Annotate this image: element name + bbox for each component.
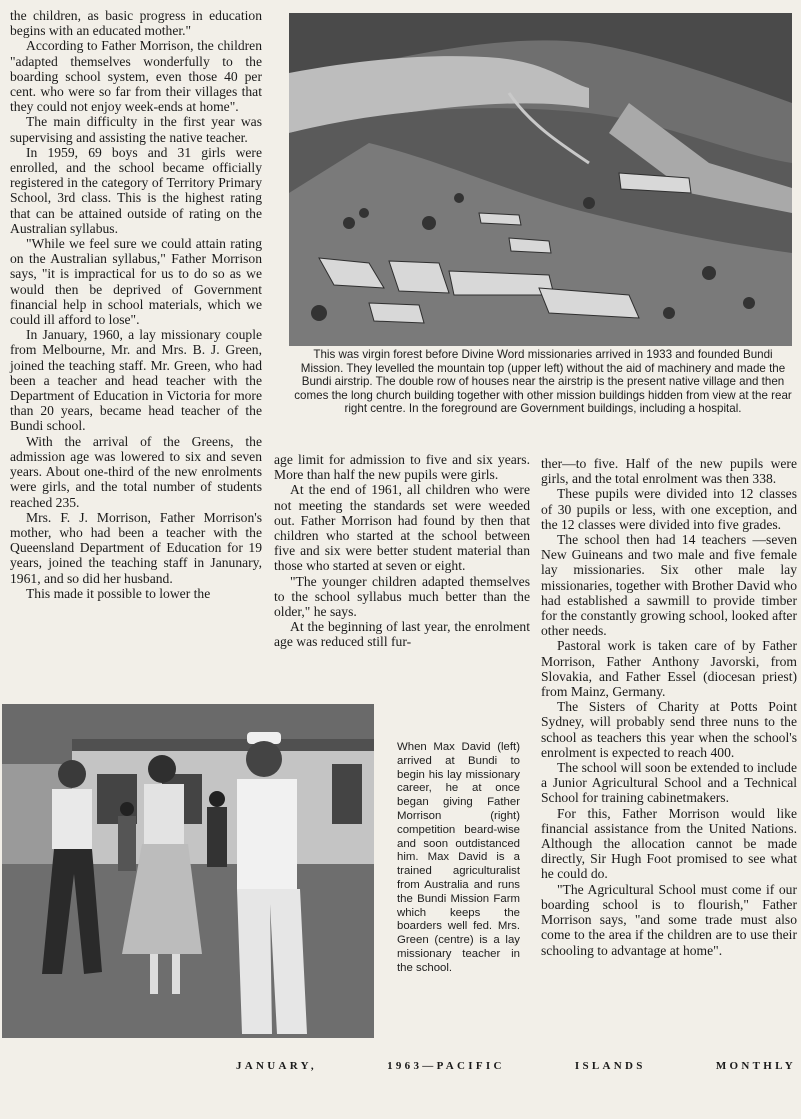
footer-word: MONTHLY [715, 1060, 796, 1072]
missionaries-photo [2, 704, 374, 1038]
article-column-1 [10, 8, 262, 601]
paragraph: Mrs. F. J. Morrison, Father Morrison's mother, who had been a teacher with the Queensland Department of Education for 19 years, joined the teaching staff in Janunary, 1961, and so did her husband. [10, 509, 262, 586]
paragraph: The main difficulty in the first year was supervising and assisting the native teacher. [10, 114, 262, 145]
paragraph: The school then had 14 teachers —seven New Guineans and two male and five female lay missionaries. Six other male lay missionaries, together with Brother David who had established a sawmill to provide timber for the constantly growing school, looked after other needs. [541, 532, 797, 639]
page-footer [236, 1060, 796, 1072]
aerial-mission-photo [289, 13, 792, 346]
paragraph: These pupils were divided into 12 classes of 30 pupils or less, with one exception, and the 12 classes were divided into five grades. [541, 486, 797, 532]
paragraph: age limit for admission to five and six years. More than half the new pupils were girls. [274, 452, 530, 483]
footer-date: JANUARY, [236, 1060, 317, 1072]
aerial-photo-caption: This was virgin forest before Divine Word missionaries arrived in 1933 and founded Bundi Mission. They levelled the mountain top (upper left) without the aid of machinery and made the Bundi airstrip. The double row of houses near the airstrip is the present native village and then comes the long church building together with other mission buildings hidden from view at the rear right centre. In the foreground are Government buildings, including a hospital. [294, 348, 792, 416]
footer-word: ISLANDS [574, 1060, 646, 1072]
paragraph: In 1959, 69 boys and 31 girls were enrolled, and the school became officially registered in the category of Territory Primary School, 3rd class. This is the highest rating that can be attained outside of rating on the Australian syllabus. [10, 144, 262, 236]
missionaries-photo-caption: When Max David (left) arrived at Bundi to begin his lay missionary career, he at once began giving Father Morrison (right) competition beard-wise and soon outdistanced him. Max David is a trained agriculturalist from Australia and runs the Bundi Mission Farm which keeps the boarders well fed. Mrs. Green (centre) is a lay missionary teacher in the school. [397, 741, 520, 974]
paragraph: ther—to five. Half of the new pupils were girls, and the total enrolment was then 338. [541, 456, 797, 487]
article-column-3 [541, 456, 797, 958]
paragraph: "The younger children adapted themselves to the school syllabus much better than the older," he says. [274, 573, 530, 620]
paragraph: Pastoral work is taken care of by Father Morrison, Father Anthony Javorski, from Slovakia, and Father Essel (diocesan priest) from Mainz, Germany. [541, 638, 797, 700]
paragraph: At the end of 1961, all children who were not meeting the standards set were weeded out. Father Morrison had found by then that children who started at the school between five and six were better student material than those who started at seven or eight. [274, 482, 530, 574]
paragraph: For this, Father Morrison would like financial assistance from the United Nations. Although the allocation cannot be made directly, Sir Hugh Foot promised to see what he could do. [541, 805, 797, 882]
paragraph: The school will soon be extended to include a Junior Agricultural School and a Technical School for training cabinetmakers. [541, 760, 797, 806]
paragraph: In January, 1960, a lay missionary couple from Melbourne, Mr. and Mrs. B. J. Green, joined the teaching staff. Mr. Green, who had been a teacher and head teacher with the Department of Education in Victoria for more than 20 years, became head teacher of the Bundi school. [10, 327, 262, 434]
paragraph: "The Agricultural School must come if our boarding school is to flourish," Father Morrison says, "and some trade must also come to the area if the children are to use their schooling to advantage at home". [541, 881, 797, 958]
paragraph: The Sisters of Charity at Potts Point Sydney, will probably send three nuns to the school as teachers this year when the school's enrolment is expected to reach 400. [541, 699, 797, 760]
article-column-2 [274, 452, 530, 650]
paragraph: At the beginning of last year, the enrolment age was reduced still fur- [274, 619, 530, 650]
paragraph: the children, as basic progress in education begins with an educated mother." [10, 8, 262, 39]
paragraph: With the arrival of the Greens, the admission age was lowered to six and seven years. About one-third of the new enrolments were girls, and the total number of students reached 235. [10, 433, 262, 510]
paragraph: According to Father Morrison, the children "adapted themselves wonderfully to the boarding school system, even those 40 per cent. who were so far from their villages that they could not enjoy week-ends at home". [10, 38, 262, 115]
paragraph: This made it possible to lower the [26, 585, 211, 601]
paragraph: "While we feel sure we could attain rating on the Australian syllabus," Father Morrison says, "it is impractical for us to do so as we would then be deprived of Government financial help in school materials, which we could ill afford to lose". [10, 236, 262, 328]
footer-publication: 1963—PACIFIC [387, 1060, 505, 1072]
